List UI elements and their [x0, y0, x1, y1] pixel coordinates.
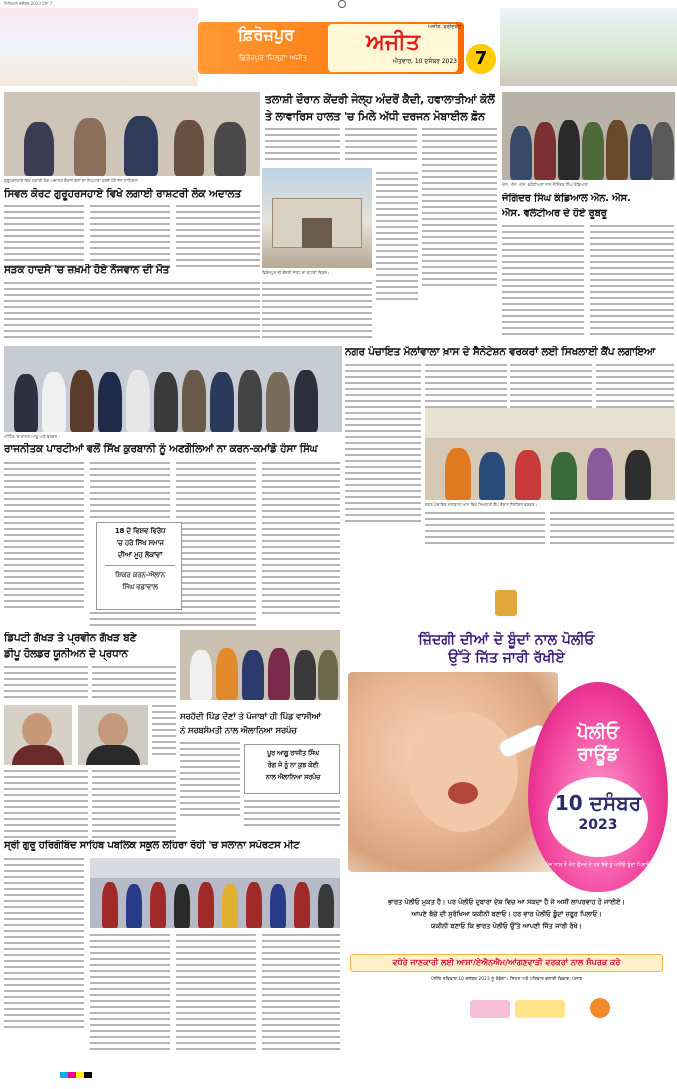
page-number: 7	[466, 44, 496, 74]
ad-year: 2023	[578, 817, 618, 833]
headline-sarpanch: ਸਰਹੱਦੀ ਪਿੰਡ ਦੌਣਾਂ ਤੇ ਪੰਜਾਬਾਂ ਹੀ ਪਿੰਡ ਵਾਸੀਆਂ	[180, 712, 321, 722]
headline-union-2: ਡੀਪੂ ਹੋਲਡਰ ਯੂਨੀਅਨ ਦੇ ਪ੍ਰਧਾਨ	[4, 648, 128, 660]
masthead-banner	[198, 22, 464, 74]
article-joginder-col1	[502, 225, 584, 339]
article-lok-adalat-col2	[90, 205, 170, 271]
masthead-subtitle: ਫ਼ਿਰੋਜ਼ਪੁਰ 'ਜਿਲ੍ਹਾ' ਅਜੀਤ	[239, 54, 307, 62]
article-sikh-bottom	[90, 612, 256, 630]
headline-lok-adalat: ਸਿਵਲ ਕੋਰਟ ਗੁਰੂਹਰਸਹਾਏ ਵਿਖੇ ਲਗਾਈ ਰਾਸ਼ਟਰੀ ਲੋਕ ਅਦਾਲਤ	[4, 188, 241, 200]
headline-sarpanch-2: ਨੇ ਸਰਬਸੰਮਤੀ ਨਾਲ ਐਲਾਨਿਆ ਸਰਪੰਚ	[180, 726, 297, 736]
ad-polio-word: ਪੋਲੀਓ	[576, 722, 620, 743]
article-nagar-col2	[425, 364, 507, 412]
ad-body-line-2: ਆਪਣੇ ਬੱਚੇ ਦੀ ਸੁਰੱਖਿਆ ਯਕੀਨੀ ਬਣਾਓ। ਹਰ ਵਾਰ ਪੋਲੀਓ ਬੂੰਦਾਂ ਜ਼ਰੂਰ ਪਿਲਾਓ।	[411, 910, 602, 918]
headline-jail: ਤਲਾਸ਼ੀ ਦੌਰਾਨ ਕੇਂਦਰੀ ਜੇਲ੍ਹ ਅੰਦਰੋਂ ਕੈਦੀ, ਹਵਾਲਾਤੀਆਂ ਕੋਲੋਂ	[265, 93, 495, 106]
photo-portrait-2	[78, 705, 148, 765]
article-union-side	[152, 705, 176, 759]
ad-footer-text: ਪੋਲੀਓ ਰਵਿਵਾਰ 10 ਦਸੰਬਰ 2023 ਨੂੰ ਹੋਵੇਗਾ। ਸਿਹਤ ਅਤੇ ਪਰਿਵਾਰ ਭਲਾਈ ਵਿਭਾਗ, ਪੰਜਾਬ	[430, 977, 583, 982]
article-sikh-col4	[262, 462, 340, 618]
callout-line-1: 18 ਦੇ ਵਿਸ਼ਵ ਵਿਰੋਧ	[114, 527, 166, 535]
photo-training-camp	[425, 408, 675, 500]
color-bar-yellow	[76, 1072, 84, 1078]
headline-jail-2: ਤੇ ਲਾਵਾਰਿਸ ਹਾਲਤ 'ਚ ਮਿਲੇ ਅੱਧੀ ਦਰਜਨ ਮੋਬਾਈਲ ਫ਼ੋਨ	[265, 110, 485, 123]
headline-school: ਸ੍ਰੀ ਗੁਰੂ ਹਰਿਗੋਬਿੰਦ ਸਾਹਿਬ ਪਬਲਿਕ ਸਕੂਲ ਲਹਿਰਾ ਰੋਹੀ 'ਚ ਸਲਾਨਾ ਸਪੋਰਟਸ ਮੀਟ	[4, 840, 300, 851]
article-union-col3	[4, 770, 88, 842]
polio-advertisement	[340, 562, 673, 1042]
masthead-city: ਫ਼ਿਰੋਜ਼ਪੁਰ	[237, 25, 295, 44]
article-nagar-col1	[345, 364, 421, 526]
ad-child-photo	[348, 672, 558, 872]
color-bar-black	[84, 1072, 92, 1078]
article-school-col3	[176, 934, 256, 1054]
callout2-line-2: ਰੋਗ ਜੋ ਨੂੰ ਨਾ ਕੁਝ ਕੋਈ	[267, 761, 319, 769]
article-sikh-col2	[90, 462, 170, 522]
article-nagar-bottom1	[425, 512, 545, 548]
photo-sports-meet	[90, 858, 340, 928]
ad-logo-1-icon	[470, 1000, 510, 1018]
ad-call-to-action: ਵਧੇਰੇ ਜਾਣਕਾਰੀ ਲਈ ਆਸ਼ਾ/ਏਐਨਐਮ/ਆਂਗਣਵਾੜੀ ਵਰਕਰਾਂ ਨਾਲ ਸੰਪਰਕ ਕਰੋ	[350, 954, 663, 972]
callout2-line-1: ਪੂਰ ਆਗੂ ਰਾਜੀਤ ਸਿੰਘ	[267, 749, 319, 757]
callout-line-2: 'ਚ ਹਰੇ ਸਿੱਖ ਸਮਾਜ	[116, 539, 164, 547]
caption-training-camp: ਨਗਰ ਪੰਚਾਇਤ ਮੱਲਾਂਵਾਲਾ ਖ਼ਾਸ ਵਿਖੇ ਸਿਖਲਾਈ ਕੈਂਪ ਦੌਰਾਨ ਸੈਨੇਟੇਸ਼ਨ ਵਰਕਰ।	[425, 502, 538, 507]
article-jail-continued	[262, 282, 372, 342]
article-school-col1	[4, 858, 84, 1032]
article-union-col4	[92, 770, 176, 842]
masthead-date: ਐਤਵਾਰ, 10 ਦਸੰਬਰ 2023	[392, 58, 457, 65]
ad-logo-2-icon	[515, 1000, 565, 1018]
photo-nss-volunteers	[502, 92, 675, 180]
callout-box-sikh	[96, 522, 182, 610]
article-school-col4	[262, 934, 340, 1054]
photo-group-meeting	[4, 346, 342, 432]
photo-portrait-1	[4, 705, 72, 765]
caption-group-meeting: ਮੀਟਿੰਗ 'ਚ ਸ਼ਾਮਲ ਆਗੂ ਅਤੇ ਵਰਕਰ।	[4, 434, 60, 439]
callout-box-sarpanch	[244, 744, 340, 794]
color-bar-magenta	[68, 1072, 76, 1078]
ad-logo-3-icon	[590, 998, 610, 1018]
callout2-line-3: ਨਾਲ ਐਲਾਨਿਆ ਸਰਪੰਚ	[265, 773, 321, 781]
article-lok-adalat-col3	[176, 205, 260, 271]
headline-sikh-sacrifice: ਰਾਜਨੀਤਕ ਪਾਰਟੀਆਂ ਵਲੋਂ ਸਿੱਖ ਕੁਰਬਾਨੀ ਨੂੰ ਅਣਗੌਲਿਆਂ ਨਾ ਕਰਨ-ਕਮਾਂਡੋ ਹੰਸਾ ਸਿੰਘ	[4, 443, 318, 455]
masthead-logo: ਅਜੀਤ	[366, 30, 420, 55]
color-bar-cyan	[60, 1072, 68, 1078]
ad-round-word: ਰਾਊਂਡ	[577, 744, 619, 765]
article-nagar-bottom2	[550, 512, 674, 548]
callout-line-3: ਦੀਆਂ ਮੂਹ ਲੋਕਾਂਵਾਂ	[117, 551, 163, 559]
article-union-col1	[4, 666, 88, 702]
masthead	[198, 22, 464, 84]
headline-joginder-2: ਐਸ. ਵਲੰਟੀਅਰ ਦੇ ਹੋਏ ਰੂਬਰੂ	[502, 208, 607, 219]
photo-lok-adalat	[4, 92, 260, 176]
article-jail-col3	[422, 128, 497, 290]
ad-title-line-1: ਜ਼ਿੰਦਗੀ ਦੀਆਂ ਦੋ ਬੂੰਦਾਂ ਨਾਲ ਪੋਲੀਓ	[418, 632, 595, 648]
article-joginder-col2	[590, 225, 674, 339]
ad-body-line-1: ਭਾਰਤ ਪੋਲੀਓ ਮੁਕਤ ਹੈ। ਪਰ ਪੋਲੀਓ ਦੁਬਾਰਾ ਦੇਸ਼ ਵਿਚ ਆ ਸਕਦਾ ਹੈ ਜੇ ਅਸੀਂ ਲਾਪਰਵਾਹ ਹੋ ਜਾਈਏ।	[388, 898, 625, 906]
article-sikh-col1	[4, 462, 84, 612]
ad-body-line-3: ਯਕੀਨੀ ਬਣਾਓ ਕਿ ਭਾਰਤ ਪੋਲੀਓ ਉੱਤੇ ਆਪਣੀ ਜਿੱਤ ਜਾਰੀ ਰੱਖੇ।	[430, 922, 582, 930]
caption-lok-adalat: ਗੁਰੂਹਰਸਹਾਏ ਵਿਖੇ ਲਗਾਈ ਲੋਕ ਅਦਾਲਤ ਦੌਰਾਨ ਕੇਸਾਂ ਦਾ ਨਿਪਟਾਰਾ ਕਰਦੇ ਹੋਏ ਜੱਜ ਸਾਹਿਬਾਨ	[4, 178, 138, 183]
callout-line-5: ਸਿੰਘ ਵਡਾਵਾਲ	[122, 583, 158, 591]
headline-nagar-panchayat: ਨਗਰ ਪੰਚਾਇਤ ਮੱਲਾਂਵਾਲਾ ਖ਼ਾਸ ਦੇ ਸੈਨੇਟੇਸ਼ਨ ਵਰਕਰਾਂ ਲਈ ਸਿਖਲਾਈ ਕੈਂਪ ਲਗਾਇਆ	[345, 346, 656, 358]
callout-line-4: ਸ਼ਿਕਰ ਕਰਨ-ਐਲਾਨ	[115, 571, 165, 579]
photo-sarpanch	[180, 630, 340, 700]
article-sarpanch-col1	[180, 742, 240, 820]
article-school-col2	[90, 934, 170, 1054]
ad-ring-text: ਪੰਜ ਸਾਲ ਤੋਂ ਘੱਟ ਉਮਰ ਦੇ ਹਰ ਬੱਚੇ ਨੂੰ ਪੋਲੀਓ ਬੂੰਦਾਂ ਪਿਲਾਓ	[545, 862, 651, 868]
article-nagar-col4	[596, 364, 674, 412]
ad-date: 10 ਦਸੰਬਰ	[554, 791, 642, 815]
article-jail-col2b	[376, 172, 418, 304]
caption-nss: ਐਨ. ਐਸ. ਐਸ. ਵਲੰਟੀਅਰਾਂ ਨਾਲ ਜੋਗਿੰਦਰ ਸਿੰਘ ਕੰਡਿਆਲ	[502, 182, 588, 187]
article-accident	[4, 282, 260, 342]
masthead-mini-label: ਅਜੀਤ, ਫ਼ਰੀਦਕੋਟ	[428, 24, 462, 30]
headline-joginder: ਜੋਗਿੰਦਰ ਸਿੰਘ ਕੰਡਿਆਲ ਐਨ. ਐਸ.	[502, 193, 631, 204]
article-sarpanch-col2	[244, 800, 340, 830]
caption-jail: ਫ਼ਿਰੋਜ਼ਪੁਰ ਦੀ ਕੇਂਦਰੀ ਜੇਲ੍ਹ ਦਾ ਬਾਹਰੀ ਦ੍ਰਿਸ਼।	[262, 270, 330, 275]
print-meta: ਮਿਲਿਅਨ ਦਸੰਬਰ 2023 ਪੰਨਾ 7	[4, 1, 53, 6]
ad-title-line-2: ਉੱਤੇ ਜਿੱਤ ਜਾਰੀ ਰੱਖੀਏ	[448, 650, 565, 666]
headline-accident: ਸੜਕ ਹਾਦਸੇ 'ਚ ਜ਼ਖ਼ਮੀ ਹੋਏ ਨੌਜਵਾਨ ਦੀ ਮੌਤ	[4, 264, 170, 276]
headline-union: ਡਿਪਟੀ ਗੱਖੜ ਤੇ ਪ੍ਰਵੀਨ ਗੱਖੜ ਬਣੇ	[4, 632, 137, 644]
emblem-icon	[495, 590, 517, 616]
masthead-left-artwork	[0, 8, 198, 86]
article-lok-adalat-col1	[4, 205, 84, 271]
photo-jail	[262, 168, 372, 268]
article-nagar-col3	[510, 364, 592, 412]
article-jail-col1	[265, 128, 340, 164]
article-sikh-col3	[176, 462, 256, 612]
polio-drop-graphic	[528, 682, 668, 892]
article-union-col2	[92, 666, 176, 702]
ad-date-badge	[548, 777, 648, 857]
article-jail-col2	[345, 128, 417, 164]
registration-mark-icon	[338, 0, 346, 8]
masthead-right-artwork	[500, 8, 677, 86]
